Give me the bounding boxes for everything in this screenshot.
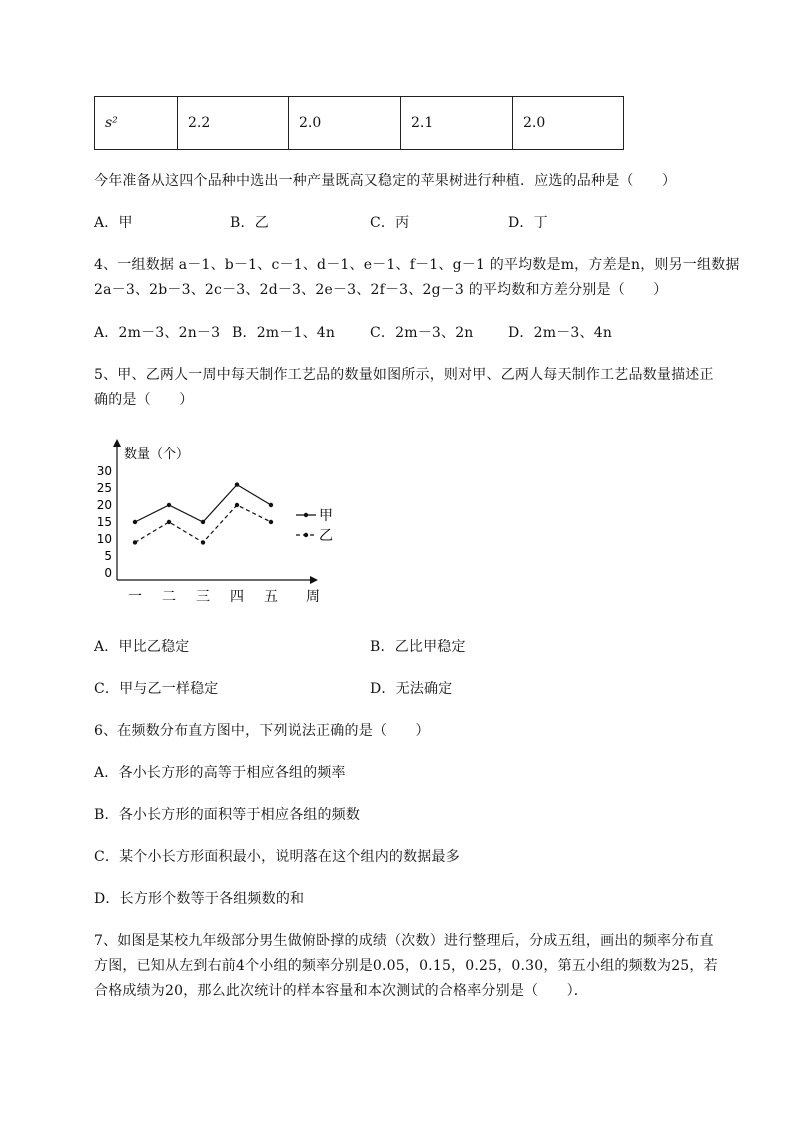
data-point xyxy=(201,520,205,524)
table-cell: 2.0 xyxy=(289,97,401,150)
table-row-label: s² xyxy=(95,97,178,150)
data-point xyxy=(269,503,273,507)
q3-option-b: B．乙 xyxy=(230,215,269,231)
data-point xyxy=(167,503,171,507)
data-point xyxy=(167,520,171,524)
q6-option-d: D．长方形个数等于各组频数的和 xyxy=(94,891,305,907)
variance-table xyxy=(94,96,624,150)
q7-stem-line2: 方图，已知从左到右前4个小组的频率分别是0.05，0.15，0.25，0.30，第五小组的频数为25，若 xyxy=(94,958,718,974)
q5-stem-line2: 确的是（ ） xyxy=(94,392,194,408)
q3-option-d: D．丁 xyxy=(508,215,548,231)
x-axis-label: 周 xyxy=(306,589,320,605)
q4-option-c: C．2m－3、2n xyxy=(370,325,474,341)
q5-stem-line1: 5、甲、乙两人一周中每天制作工艺品的数量如图所示，则对甲、乙两人每天制作工艺品数量描述正 xyxy=(94,367,714,383)
q3-option-c: C．丙 xyxy=(370,215,410,231)
q3-option-a: A．甲 xyxy=(94,215,133,231)
data-point xyxy=(235,482,239,486)
y-tick-label: 5 xyxy=(104,549,112,563)
q6-stem: 6、在频数分布直方图中，下列说法正确的是（ ） xyxy=(94,723,430,739)
q7-stem-line1: 7、如图是某校九年级部分男生做俯卧撑的成绩（次数）进行整理后，分成五组，画出的频率分布直 xyxy=(94,933,714,949)
y-tick-label: 15 xyxy=(96,515,112,529)
data-point xyxy=(133,520,137,524)
data-point xyxy=(133,540,137,544)
q5-option-d: D．无法确定 xyxy=(370,681,453,697)
x-tick-label: 一 xyxy=(128,589,142,605)
table-cell: 2.0 xyxy=(513,97,624,150)
q6-option-a: A．各小长方形的高等于相应各组的频率 xyxy=(94,765,346,781)
x-tick-label: 四 xyxy=(230,589,244,605)
series-line xyxy=(135,485,271,522)
q4-option-d: D．2m－3、4n xyxy=(508,325,613,341)
q6-option-b: B．各小长方形的面积等于相应各组的频数 xyxy=(94,807,361,823)
x-tick-label: 三 xyxy=(196,589,210,605)
x-tick-label: 二 xyxy=(162,589,176,605)
q5-option-b: B．乙比甲稳定 xyxy=(370,639,466,655)
q5-option-a: A．甲比乙稳定 xyxy=(94,639,190,655)
legend-label: 乙 xyxy=(319,528,333,544)
q5-option-c: C．甲与乙一样稳定 xyxy=(94,681,219,697)
legend-marker xyxy=(304,513,308,517)
y-axis-label: 数量（个） xyxy=(124,447,190,462)
y-tick-label: 30 xyxy=(96,464,112,478)
legend-marker xyxy=(304,533,308,537)
table-cell: 2.1 xyxy=(401,97,513,150)
y-tick-label: 25 xyxy=(96,481,112,495)
q4-option-b: B．2m－1、4n xyxy=(232,325,336,341)
q6-option-c: C．某个小长方形面积最小，说明落在这个组内的数据最多 xyxy=(94,849,460,865)
legend-label: 甲 xyxy=(319,508,333,524)
q7-stem-line3: 合格成绩为20，那么此次统计的样本容量和本次测试的合格率分别是（ ）． xyxy=(94,983,589,999)
data-point xyxy=(235,503,239,507)
line-chart xyxy=(90,438,350,608)
q4-stem-line1: 4、一组数据 a－1、b－1、c－1、d－1、e－1、f－1、g－1 的平均数是m，方差是n，则另一组数据 xyxy=(94,257,740,273)
table-cell: 2.2 xyxy=(178,97,289,150)
table-row xyxy=(95,97,624,150)
x-tick-label: 五 xyxy=(264,589,278,605)
q3-stem: 今年准备从这四个品种中选出一种产量既高又稳定的苹果树进行种植．应选的品种是（ ） xyxy=(94,173,677,189)
q4-option-a: A．2m－3、2n－3 xyxy=(94,325,221,341)
q4-stem-line2: 2a－3、2b－3、2c－3、2d－3、2e－3、2f－3、2g－3 的平均数和方差分别是（ ） xyxy=(94,282,668,298)
data-point xyxy=(201,540,205,544)
data-point xyxy=(269,520,273,524)
y-tick-label: 0 xyxy=(104,566,112,580)
y-tick-label: 20 xyxy=(96,498,112,512)
y-tick-label: 10 xyxy=(96,532,112,546)
